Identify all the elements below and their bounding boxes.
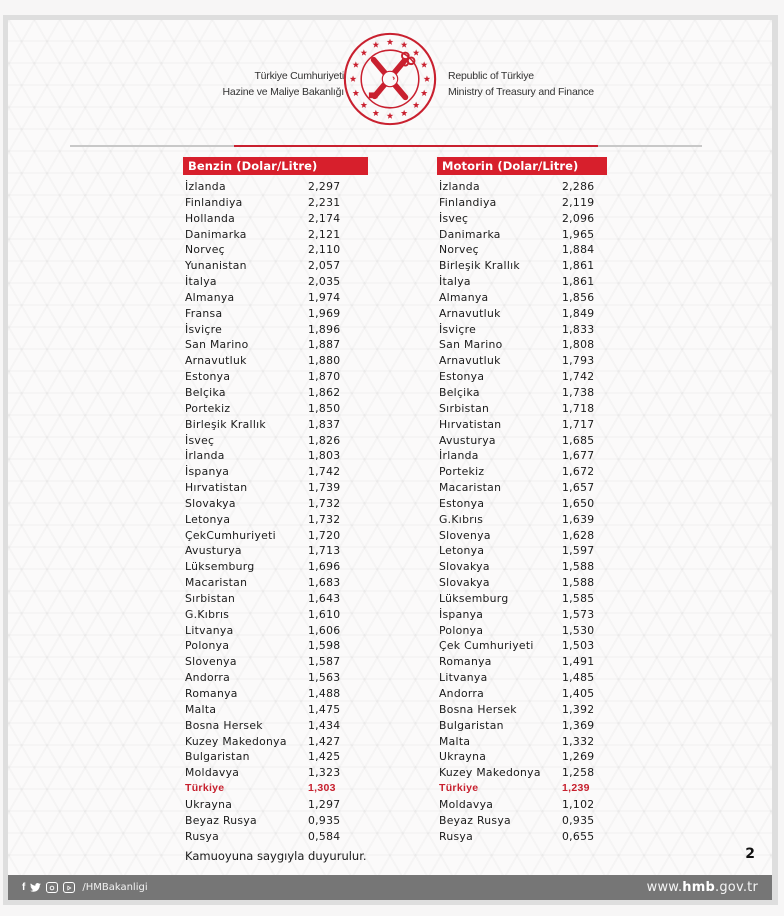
price-value: 1,332 [562,734,595,748]
country-name: Bosna Hersek [439,702,517,716]
price-value: 1,677 [562,449,595,463]
table-row [183,749,373,765]
country-name: San Marino [185,338,249,352]
price-value: 1,405 [562,687,595,700]
diesel-rows [437,179,612,844]
country-name: İzlanda [439,180,480,193]
country-name: Hırvatistan [185,481,248,495]
country-name: Birleşik Krallık [185,417,266,431]
org-tr-line2: Hazine ve Maliye Bakanlığı [222,86,344,98]
country-name: Beyaz Rusya [439,813,511,827]
country-name: Arnavutluk [185,354,247,368]
table-row [437,322,612,338]
table-row [183,417,373,433]
org-en-line2: Ministry of Treasury and Finance [448,86,594,98]
price-value: 1,808 [562,338,595,352]
price-value: 1,588 [562,576,595,590]
org-name-english [448,68,594,100]
price-value: 1,965 [562,227,595,241]
price-value: 1,258 [562,766,595,780]
table-row [437,258,612,274]
country-name: Polonya [185,639,230,653]
instagram-icon[interactable] [46,882,58,893]
table-row [183,528,373,544]
website-domain: hmb [682,880,715,895]
country-name: G.Kıbrıs [439,512,484,526]
table-row [437,306,612,322]
price-value: 1,793 [562,354,595,368]
country-name: Almanya [185,290,235,304]
price-value: 1,503 [562,639,595,653]
country-name: Lüksemburg [439,591,509,605]
price-value: 1,880 [308,354,341,368]
country-name: İsviçre [185,322,223,336]
country-name: Slovakya [185,496,236,510]
table-row-highlighted [183,781,373,797]
table-row [437,543,612,559]
table-row [437,337,612,353]
page-number: 2 [745,846,755,862]
price-value: 1,434 [308,718,341,732]
price-value: 1,639 [562,512,595,526]
divider-right [598,145,702,147]
price-value: 1,485 [562,671,595,685]
table-row [437,464,612,480]
price-value: 1,563 [308,671,341,685]
price-value: 1,491 [562,655,595,669]
star-icon [387,39,394,45]
country-name: Çek Cumhuriyeti [439,639,534,653]
price-value: 1,837 [308,417,341,431]
divider-left [70,145,235,147]
country-name: İzlanda [185,180,226,193]
table-row [183,385,373,401]
table-row [183,797,373,813]
table-row [437,369,612,385]
country-name: İrlanda [439,449,479,463]
table-row [437,638,612,654]
country-name: Lüksemburg [185,560,255,574]
country-name: Macaristan [185,576,248,590]
price-value: 1,742 [562,370,595,384]
country-name: Letonya [439,544,485,558]
table-row [183,623,373,639]
country-name: Slovakya [439,576,490,590]
country-name: Ukrayna [185,797,233,811]
table-row [183,734,373,750]
table-row [183,401,373,417]
table-row [437,242,612,258]
price-value: 2,297 [308,180,341,193]
country-name: İspanya [439,607,484,621]
star-icon [413,49,420,55]
table-row [183,765,373,781]
table-row [437,179,612,195]
country-name: Belçika [439,385,480,399]
price-value: 1,628 [562,528,595,542]
country-name: Andorra [439,687,485,700]
price-value: 1,683 [308,576,341,590]
table-row [437,607,612,623]
table-row [183,337,373,353]
star-icon [361,102,368,108]
country-name: Slovakya [439,560,490,574]
table-row [183,829,373,845]
table-row [437,734,612,750]
table-row [183,290,373,306]
country-name: Malta [439,734,471,748]
star-icon [353,90,360,96]
country-name: Beyaz Rusya [185,813,257,827]
table-row [437,448,612,464]
price-value: 1,606 [308,623,341,637]
country-name: İtalya [439,275,471,289]
table-row [183,654,373,670]
star-icon [424,76,431,82]
price-value: 1,585 [562,591,595,605]
price-value: 1,657 [562,481,595,495]
social-handle[interactable]: /HMBakanligi [82,882,148,893]
table-row [437,195,612,211]
country-name: Ukrayna [439,750,487,764]
price-value: 2,121 [308,227,341,241]
price-value: 1,717 [562,417,595,431]
price-value: 1,870 [308,370,341,384]
table-row [437,813,612,829]
price-value: 1,303 [308,782,336,795]
country-name: Norveç [439,243,479,257]
price-value: 0,935 [308,813,341,827]
price-value: 2,035 [308,275,341,289]
closing-statement: Kamuoyuna saygıyla duyurulur. [185,849,367,863]
table-row [437,353,612,369]
header [8,20,772,145]
price-value: 2,110 [308,243,341,257]
table-row [183,686,373,702]
table-row [437,512,612,528]
price-value: 2,174 [308,211,341,225]
price-value: 2,286 [562,180,595,193]
table-row [183,322,373,338]
star-icon [421,90,428,96]
price-value: 1,884 [562,243,595,257]
table-row [437,480,612,496]
price-value: 1,803 [308,449,341,463]
table-row [183,480,373,496]
country-name: Bulgaristan [185,750,250,764]
price-value: 1,696 [308,560,341,574]
table-row [437,591,612,607]
price-value: 1,887 [308,338,341,352]
table-row [183,306,373,322]
price-value: 1,720 [308,528,341,542]
star-icon [373,110,380,116]
table-row [183,496,373,512]
price-value: 1,573 [562,607,595,621]
price-value: 1,826 [308,433,341,447]
country-name: Belçika [185,385,226,399]
price-value: 1,896 [308,322,341,336]
table-row [437,829,612,845]
table-row [183,575,373,591]
country-name: Türkiye [439,782,479,795]
price-value: 1,861 [562,259,595,273]
price-value: 1,969 [308,306,341,320]
country-name: Rusya [439,829,473,843]
country-name: Arnavutluk [439,354,501,368]
table-row [183,607,373,623]
table-row [437,401,612,417]
price-value: 1,587 [308,655,341,669]
star-icon [361,49,368,55]
country-name: Rusya [185,829,219,843]
table-row [437,528,612,544]
table-row-highlighted [437,781,612,797]
country-name: Yunanistan [185,259,247,273]
country-name: Birleşik Krallık [439,259,520,273]
country-name: Portekiz [185,401,231,415]
star-icon [413,102,420,108]
gasoline-rows [183,179,373,844]
country-name: Andorra [185,671,231,685]
table-row [437,385,612,401]
price-value: 1,598 [308,639,341,653]
country-name: Sırbistan [439,401,490,415]
country-name: İtalya [185,275,217,289]
table-row [183,638,373,654]
price-value: 1,672 [562,465,595,479]
price-value: 0,655 [562,829,595,843]
ministry-seal-icon [342,31,438,127]
country-name: Moldavya [185,766,240,780]
country-name: İsviçre [439,322,477,336]
gasoline-table-title: Benzin (Dolar/Litre) [183,157,368,175]
table-row [437,686,612,702]
price-value: 1,323 [308,766,341,780]
country-name: G.Kıbrıs [185,607,230,621]
country-name: Litvanya [439,671,488,685]
country-name: Estonya [185,370,231,384]
price-value: 1,862 [308,385,341,399]
country-name: San Marino [439,338,503,352]
website-suffix: .gov.tr [715,880,758,895]
country-name: Türkiye [185,782,225,795]
country-name: Finlandiya [185,195,243,209]
price-value: 1,861 [562,275,595,289]
table-row [437,211,612,227]
org-tr-line1: Türkiye Cumhuriyeti [254,70,344,82]
table-row [183,512,373,528]
table-row [437,227,612,243]
table-row [183,464,373,480]
price-value: 1,475 [308,702,341,716]
star-icon [401,41,408,47]
table-row [437,274,612,290]
country-name: İrlanda [185,449,225,463]
price-value: 1,643 [308,591,341,605]
price-value: 2,119 [562,195,595,209]
price-value: 1,610 [308,607,341,621]
country-name: Hollanda [185,211,236,225]
country-name: Malta [185,702,217,716]
country-name: Polonya [439,623,484,637]
price-value: 1,269 [562,750,595,764]
website-prefix: www. [646,880,683,895]
footer-bar [8,875,772,900]
price-value: 0,584 [308,829,341,843]
country-name: Danimarka [439,227,501,241]
price-value: 1,739 [308,481,341,495]
country-name: Avusturya [185,544,242,558]
country-name: Kuzey Makedonya [439,766,541,780]
price-value: 1,597 [562,544,595,558]
price-value: 2,096 [562,211,595,225]
country-name: Estonya [439,496,485,510]
price-value: 1,102 [562,797,595,811]
country-name: İspanya [185,465,230,479]
diesel-price-table [437,157,612,844]
country-name: Romanya [439,655,492,669]
country-name: İsveç [439,211,469,225]
country-name: Macaristan [439,481,502,495]
org-en-line1: Republic of Türkiye [448,70,534,82]
table-row [183,702,373,718]
star-icon [401,110,408,116]
country-name: Fransa [185,306,223,320]
price-value: 1,685 [562,433,595,447]
country-name: Estonya [439,370,485,384]
table-row [183,179,373,195]
price-value: 1,738 [562,385,595,399]
country-name: Letonya [185,512,231,526]
table-row [183,591,373,607]
country-name: Almanya [439,290,489,304]
country-name: Slovenya [185,655,237,669]
table-row [183,258,373,274]
table-row [437,559,612,575]
table-row [437,290,612,306]
table-row [183,242,373,258]
price-value: 1,849 [562,306,595,320]
price-value: 1,530 [562,623,595,637]
table-row [437,718,612,734]
table-row [183,543,373,559]
table-row [437,765,612,781]
price-value: 1,833 [562,322,595,336]
gasoline-price-table [183,157,373,844]
diesel-table-title: Motorin (Dolar/Litre) [437,157,607,175]
table-row [183,448,373,464]
announcement-page [8,20,772,900]
table-row [437,654,612,670]
table-row [183,353,373,369]
social-links [22,875,148,900]
price-value: 1,742 [308,465,341,479]
table-row [183,559,373,575]
table-row [183,813,373,829]
price-value: 1,650 [562,496,595,510]
price-value: 1,297 [308,797,341,811]
table-row [183,433,373,449]
price-value: 2,057 [308,259,341,273]
price-value: 1,856 [562,290,595,304]
org-name-turkish [223,68,344,100]
country-name: Sırbistan [185,591,236,605]
table-row [437,749,612,765]
youtube-icon[interactable] [63,882,75,893]
price-value: 1,588 [562,560,595,574]
star-icon [353,61,360,67]
price-value: 1,427 [308,734,341,748]
price-value: 1,488 [308,687,341,700]
star-icon [373,41,380,47]
price-value: 1,369 [562,718,595,732]
price-value: 1,718 [562,401,595,415]
table-row [437,797,612,813]
table-row [437,417,612,433]
table-row [437,433,612,449]
table-row [183,195,373,211]
table-row [183,670,373,686]
country-name: ÇekCumhuriyeti [185,528,276,542]
table-row [437,702,612,718]
table-row [183,211,373,227]
country-name: Bosna Hersek [185,718,263,732]
table-row [183,718,373,734]
country-name: Norveç [185,243,225,257]
table-row [183,274,373,290]
price-value: 2,231 [308,195,341,209]
price-value: 0,935 [562,813,595,827]
table-row [183,369,373,385]
country-name: Litvanya [185,623,234,637]
table-row [437,670,612,686]
country-name: Moldavya [439,797,494,811]
country-name: Arnavutluk [439,306,501,320]
country-name: İsveç [185,433,215,447]
price-value: 1,425 [308,750,341,764]
country-name: Slovenya [439,528,491,542]
price-value: 1,974 [308,290,341,304]
country-name: Kuzey Makedonya [185,734,287,748]
price-value: 1,850 [308,401,341,415]
country-name: Finlandiya [439,195,497,209]
price-value: 1,732 [308,512,341,526]
star-icon [350,76,357,82]
country-name: Danimarka [185,227,247,241]
website-link[interactable] [647,875,758,900]
price-value: 1,392 [562,702,595,716]
country-name: Hırvatistan [439,417,502,431]
country-name: Avusturya [439,433,496,447]
country-name: Romanya [185,687,238,700]
star-icon [421,61,428,67]
table-row [437,623,612,639]
star-icon [387,113,394,119]
country-name: Portekiz [439,465,485,479]
facebook-icon[interactable]: f [22,882,26,893]
table-row [437,575,612,591]
twitter-icon[interactable] [30,883,41,892]
price-value: 1,239 [562,782,590,795]
price-value: 1,713 [308,544,341,558]
price-value: 1,732 [308,496,341,510]
table-row [183,227,373,243]
country-name: Bulgaristan [439,718,504,732]
table-row [437,496,612,512]
divider-red [234,145,598,147]
